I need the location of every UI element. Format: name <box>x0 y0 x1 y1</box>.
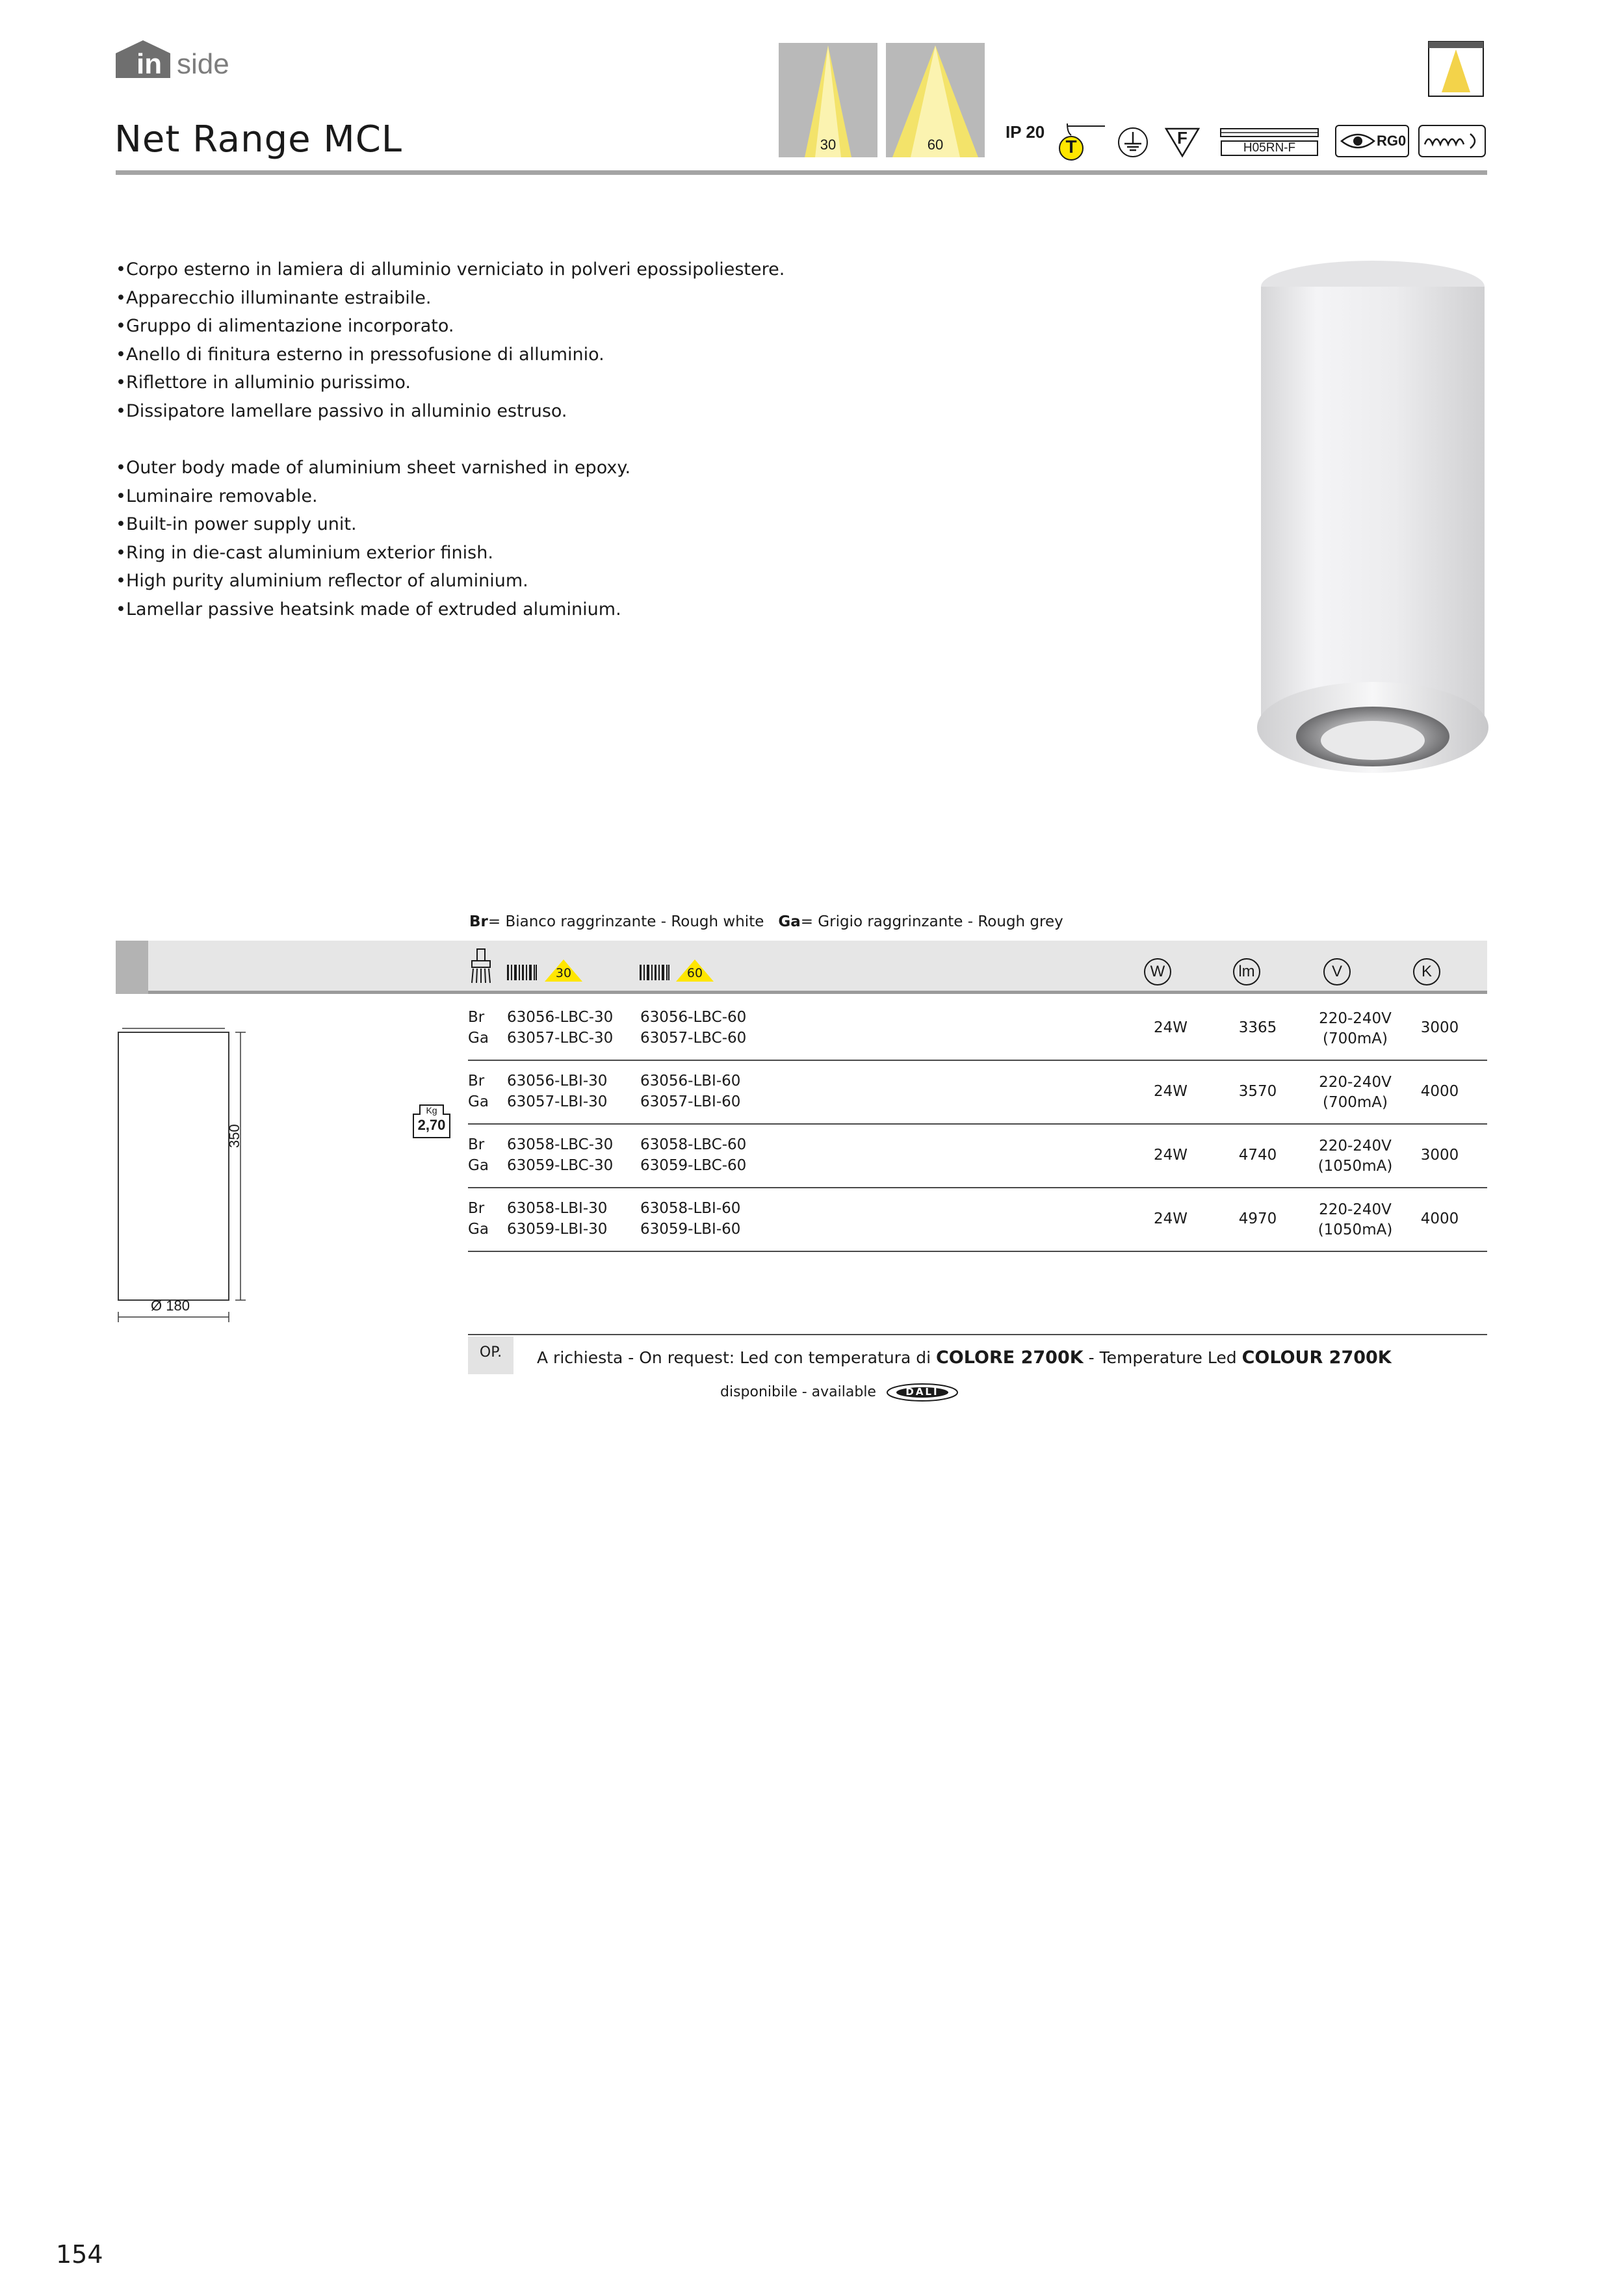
lumen-column-header: lm <box>1233 958 1260 985</box>
ceiling-mount-icon <box>1427 40 1485 98</box>
features-english <box>116 454 630 623</box>
code-30: 63057-LBI-30 <box>507 1093 608 1110</box>
op-colore: COLORE 2700K <box>935 1348 1084 1368</box>
feature-it: • Anello di finitura esterno in pressofusione di alluminio. <box>116 341 785 369</box>
op-available <box>720 1383 959 1402</box>
weight-badge <box>411 1102 452 1140</box>
op-text-part: - Temperature Led <box>1083 1348 1242 1367</box>
code-60: 63056-LBC-60 <box>640 1009 747 1026</box>
available-text: disponibile - available <box>720 1384 876 1400</box>
feature-en: • Ring in die-cast aluminium exterior finish. <box>116 539 630 567</box>
diameter-dimension: Ø 180 <box>151 1298 190 1314</box>
risk-group: RG0 <box>1377 133 1407 149</box>
code-30: 63057-LBC-30 <box>507 1030 614 1047</box>
cable-type: H05RN-F <box>1221 140 1318 156</box>
voltage-value <box>1306 1009 1404 1049</box>
code-60: 63059-LBC-60 <box>640 1157 747 1174</box>
beam-60-badge-label: 60 <box>686 966 703 980</box>
temperature-symbol <box>1048 121 1106 163</box>
legend-ga-text: = Grigio raggrinzante - Rough grey <box>800 913 1063 930</box>
code-30: 63058-LBI-30 <box>507 1200 608 1217</box>
op-rule <box>468 1334 1487 1335</box>
brand-side: side <box>177 48 229 80</box>
feature-en: • Built-in power supply unit. <box>116 510 630 539</box>
kelvin-value: 3000 <box>1420 1147 1459 1164</box>
feature-it: • Apparecchio illuminante estraibile. <box>116 284 785 313</box>
table-row <box>468 997 1487 1061</box>
voltage-value <box>1306 1136 1404 1177</box>
voltage-range: 220-240V <box>1319 1074 1392 1091</box>
volt-column-header: V <box>1323 958 1351 985</box>
table-row <box>468 1125 1487 1188</box>
code-60: 63057-LBI-60 <box>640 1093 741 1110</box>
feature-en: • Luminaire removable. <box>116 482 630 511</box>
legend-ga-code: Ga <box>778 913 801 930</box>
watt-value: 24W <box>1153 1147 1188 1164</box>
lumen-value: 3570 <box>1238 1083 1277 1100</box>
photobiological-symbol <box>1335 125 1409 157</box>
brand-logo <box>116 40 233 79</box>
op-label: OP. <box>468 1337 513 1374</box>
op-text-part: A richiesta - On request: Led con temperatura di <box>537 1348 936 1367</box>
feature-it: • Corpo esterno in lamiera di alluminio verniciato in polveri epossipoliestere. <box>116 255 785 284</box>
ip-rating: IP 20 <box>1006 122 1045 142</box>
barcode-icon <box>507 965 537 980</box>
kelvin-value: 3000 <box>1420 1019 1459 1036</box>
feature-en: • Lamellar passive heatsink made of extruded aluminium. <box>116 595 630 624</box>
weight-value: 2,70 <box>417 1117 446 1133</box>
temperature-t: T <box>1065 137 1077 157</box>
code-30: 63056-LBC-30 <box>507 1009 614 1026</box>
finish-brush-icon <box>468 948 494 985</box>
lumen-value: 3365 <box>1238 1019 1277 1036</box>
kelvin-column-header: K <box>1413 958 1440 985</box>
voltage-range: 220-240V <box>1319 1201 1392 1218</box>
finish-code: Ga <box>468 1093 489 1110</box>
voltage-value <box>1306 1073 1404 1113</box>
feature-it: • Gruppo di alimentazione incorporato. <box>116 312 785 341</box>
beam-30-box <box>779 43 877 157</box>
watt-value: 24W <box>1153 1019 1188 1036</box>
beam-30-badge-label: 30 <box>555 966 572 980</box>
code-30: 63059-LBI-30 <box>507 1221 608 1238</box>
current-value: (700mA) <box>1323 1094 1388 1111</box>
brand-in: in <box>136 48 162 80</box>
op-request-text <box>537 1348 1392 1368</box>
finish-code: Ga <box>468 1030 489 1047</box>
f-mark-symbol <box>1165 126 1200 159</box>
finish-legend <box>469 913 1063 930</box>
beam-30-label: 30 <box>820 137 837 153</box>
lumen-value: 4740 <box>1238 1147 1277 1164</box>
voltage-range: 220-240V <box>1319 1010 1392 1027</box>
product-photo <box>1248 257 1501 790</box>
code-30: 63056-LBI-30 <box>507 1073 608 1089</box>
dali-badge <box>886 1383 959 1402</box>
feature-it: • Riflettore in alluminio purissimo. <box>116 369 785 397</box>
watt-value: 24W <box>1153 1083 1188 1100</box>
table-row <box>468 1061 1487 1125</box>
page-title: Net Range MCL <box>114 118 403 161</box>
height-dimension: 350 <box>226 1124 242 1148</box>
code-30: 63059-LBC-30 <box>507 1157 614 1174</box>
current-value: (1050mA) <box>1318 1158 1393 1175</box>
current-value: (1050mA) <box>1318 1221 1393 1238</box>
table-header-bar <box>116 941 1487 994</box>
dimmable-icon <box>1418 125 1486 157</box>
eye-icon <box>1340 131 1375 151</box>
code-60: 63058-LBI-60 <box>640 1200 741 1217</box>
watt-column-header: W <box>1144 958 1171 985</box>
legend-br-text: = Bianco raggrinzante - Rough white <box>487 913 764 930</box>
finish-code: Br <box>468 1073 485 1089</box>
voltage-range: 220-240V <box>1319 1138 1392 1155</box>
finish-code: Br <box>468 1136 485 1153</box>
table-row <box>468 1188 1487 1252</box>
code-60: 63059-LBI-60 <box>640 1221 741 1238</box>
finish-code: Ga <box>468 1157 489 1174</box>
finish-code: Ga <box>468 1221 489 1238</box>
beam-60-badge <box>675 958 715 983</box>
code-60: 63057-LBC-60 <box>640 1030 747 1047</box>
finish-code: Br <box>468 1200 485 1217</box>
lumen-value: 4970 <box>1238 1210 1277 1227</box>
table-header-tab <box>116 941 148 994</box>
page-number: 154 <box>56 2240 103 2269</box>
beam-60-box <box>886 43 985 157</box>
beam-60-label: 60 <box>927 137 944 153</box>
kelvin-value: 4000 <box>1420 1083 1459 1100</box>
current-value: (700mA) <box>1323 1030 1388 1047</box>
weight-unit: Kg <box>426 1105 437 1115</box>
barcode-icon <box>640 965 669 980</box>
watt-value: 24W <box>1153 1210 1188 1227</box>
feature-en: • High purity aluminium reflector of aluminium. <box>116 567 630 595</box>
header-rule <box>116 170 1487 175</box>
kelvin-value: 4000 <box>1420 1210 1459 1227</box>
feature-it: • Dissipatore lamellare passivo in alluminio estruso. <box>116 397 785 426</box>
feature-en: • Outer body made of aluminium sheet varnished in epoxy. <box>116 454 630 482</box>
cable-symbol <box>1215 124 1326 159</box>
code-60: 63056-LBI-60 <box>640 1073 741 1089</box>
op-colour: COLOUR 2700K <box>1241 1348 1392 1368</box>
code-30: 63058-LBC-30 <box>507 1136 614 1153</box>
beam-30-badge <box>543 958 584 983</box>
finish-code: Br <box>468 1009 485 1026</box>
features-italian <box>116 255 785 425</box>
code-60: 63058-LBC-60 <box>640 1136 747 1153</box>
voltage-value <box>1306 1200 1404 1240</box>
technical-drawing <box>113 1027 256 1326</box>
legend-br-code: Br <box>469 913 488 930</box>
earth-ground-icon <box>1117 126 1149 159</box>
f-mark-letter: F <box>1177 128 1188 148</box>
dali-text: DALI <box>905 1386 939 1398</box>
